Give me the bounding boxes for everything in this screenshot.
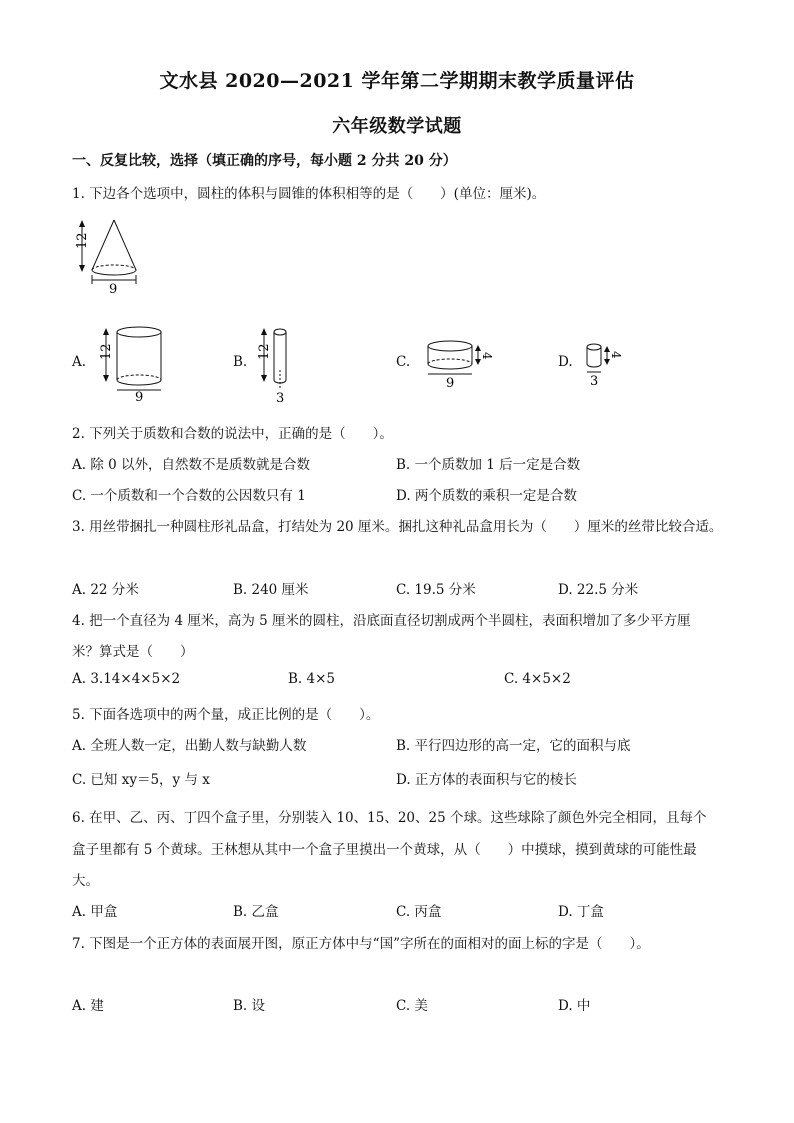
q5-option-d: D. 正方体的表面积与它的棱长 bbox=[396, 772, 577, 788]
question-1-text: 1. 下边各个选项中，圆柱的体积与圆锥的体积相等的是（ ）(单位：厘米)。 bbox=[72, 186, 546, 202]
cylinder-c-figure bbox=[422, 338, 502, 392]
question-3-text: 3. 用丝带捆扎一种圆柱形礼品盒，打结处为 20 厘米。捆扎这种礼品盒用长为（ ）厘米的丝带比较合适。 bbox=[72, 519, 723, 535]
cylinder-d-figure bbox=[580, 340, 630, 390]
q2-option-c: C. 一个质数和一个合数的公因数只有 1 bbox=[72, 488, 306, 504]
q1-option-c-label: C. bbox=[396, 354, 411, 370]
question-6-text-line3: 大。 bbox=[72, 873, 99, 889]
q3-option-c: C. 19.5 分米 bbox=[396, 582, 476, 598]
q2-option-d: D. 两个质数的乘积一定是合数 bbox=[396, 488, 577, 504]
q6-option-b: B. 乙盒 bbox=[233, 904, 279, 920]
exam-subtitle: 六年级数学试题 bbox=[332, 116, 462, 137]
section-heading: 一、反复比较，选择（填正确的序号，每小题 2 分共 20 分） bbox=[72, 153, 457, 169]
q6-option-a: A. 甲盒 bbox=[72, 904, 118, 920]
q4-option-b: B. 4×5 bbox=[288, 671, 335, 687]
q7-option-c: C. 美 bbox=[396, 998, 428, 1014]
q5-option-c: C. 已知 xy＝5，y 与 x bbox=[72, 772, 210, 788]
q1-option-b-label: B. bbox=[233, 354, 248, 370]
q2-option-b: B. 一个质数加 1 后一定是合数 bbox=[396, 457, 581, 473]
q2-option-a: A. 除 0 以外，自然数不是质数就是合数 bbox=[72, 457, 311, 473]
cone-diameter-label: 9 bbox=[109, 282, 118, 296]
q3-option-b: B. 240 厘米 bbox=[233, 582, 309, 598]
q4-option-a: A. 3.14×4×5×2 bbox=[72, 671, 181, 687]
svg-text:4: 4 bbox=[480, 352, 494, 360]
q3-option-a: A. 22 分米 bbox=[72, 582, 139, 598]
q7-option-a: A. 建 bbox=[72, 998, 104, 1014]
q1-option-a-label: A. bbox=[72, 354, 87, 370]
cylinder-a-figure bbox=[98, 322, 168, 402]
question-6-text-line2: 盒子里都有 5 个黄球。王林想从其中一个盒子里摸出一个黄球，从（ ）中摸球，摸到黄球的可能性最 bbox=[72, 842, 697, 858]
svg-text:12: 12 bbox=[257, 343, 272, 360]
svg-text:12: 12 bbox=[99, 343, 114, 360]
q6-option-c: C. 丙盒 bbox=[396, 904, 442, 920]
cylinder-b-figure bbox=[256, 322, 296, 406]
q3-option-d: D. 22.5 分米 bbox=[558, 582, 639, 598]
svg-text:4: 4 bbox=[609, 351, 623, 359]
q7-option-d: D. 中 bbox=[558, 998, 591, 1014]
cone-height-label: 12 bbox=[75, 232, 90, 249]
q4-option-c: C. 4×5×2 bbox=[504, 671, 571, 687]
svg-text:3: 3 bbox=[590, 374, 599, 389]
question-4-text-line1: 4. 把一个直径为 4 厘米，高为 5 厘米的圆柱，沿底面直径切割成两个半圆柱，表面积增加了多少平方厘 bbox=[72, 613, 691, 629]
svg-text:9: 9 bbox=[446, 376, 455, 391]
spacer bbox=[0, 0, 1, 1]
q5-option-a: A. 全班人数一定，出勤人数与缺勤人数 bbox=[72, 738, 307, 754]
exam-title: 文水县 2020—2021 学年第二学期期末教学质量评估 bbox=[159, 70, 635, 92]
q6-option-d: D. 丁盒 bbox=[558, 904, 604, 920]
svg-text:9: 9 bbox=[135, 390, 144, 402]
svg-text:3: 3 bbox=[276, 391, 285, 406]
q7-option-b: B. 设 bbox=[233, 998, 266, 1014]
question-5-text: 5. 下面各选项中的两个量，成正比例的是（ ）。 bbox=[72, 707, 380, 723]
q5-option-b: B. 平行四边形的高一定，它的面积与底 bbox=[396, 738, 631, 754]
question-2-text: 2. 下列关于质数和合数的说法中，正确的是（ ）。 bbox=[72, 426, 393, 442]
cone-figure bbox=[72, 212, 152, 296]
q1-option-d-label: D. bbox=[558, 354, 573, 370]
question-6-text-line1: 6. 在甲、乙、丙、丁四个盒子里，分别装入 10、15、20、25 个球。这些球除了颜色外完全相同，且每个 bbox=[72, 810, 707, 826]
question-4-text-line2: 米？算式是（ ） bbox=[72, 644, 194, 660]
question-7-text: 7. 下图是一个正方体的表面展开图，原正方体中与“国”字所在的面相对的面上标的字是（ ）。 bbox=[72, 936, 650, 952]
